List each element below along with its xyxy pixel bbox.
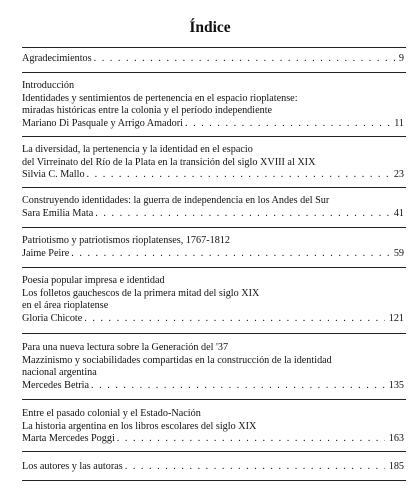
toc-entry: [22, 408, 406, 446]
entry-line: La historia argentina en los libros escolares del siglo XIX: [22, 420, 257, 432]
toc-entry: [22, 80, 406, 130]
leader-dots: [125, 461, 385, 474]
rule: [22, 136, 406, 137]
page-number: 135: [388, 379, 404, 391]
entry-line: Entre el pasado colonial y el Estado-Nación: [22, 408, 201, 419]
entry-line: Poesía popular impresa e identidad: [22, 275, 165, 286]
entry-author: Sara Emilia Mata: [22, 207, 94, 219]
page-number: 9: [398, 53, 404, 64]
toc-entry: [22, 144, 406, 182]
entry-line: La diversidad, la pertenencia y la identidad en el espacio: [22, 144, 253, 155]
entry-line: Los folletos gauchescos de la primera mitad del siglo XIX: [22, 287, 260, 299]
leader-dots: [87, 169, 390, 182]
page-number: 185: [388, 461, 404, 472]
page-number: 41: [393, 207, 404, 219]
leader-dots: [117, 433, 385, 446]
page-number: 11: [394, 117, 404, 129]
entry-author: Mariano Di Pasquale y Arrigo Amadori: [22, 117, 183, 129]
toc-entry: [22, 342, 406, 392]
entry-line: Patriotismo y patriotismos rioplatenses, 1767-1812: [22, 235, 230, 246]
entry-line: del Virreinato del Río de la Plata en la transición del siglo XVIII al XIX: [22, 156, 316, 168]
leader-dots: [94, 53, 395, 66]
toc-entry: [22, 235, 406, 260]
rule: [22, 72, 406, 73]
rule: [22, 187, 406, 188]
entry-line: Introducción: [22, 80, 75, 91]
entry-line: en el área rioplatense: [22, 300, 109, 311]
entry-author: Silvia C. Mallo: [22, 169, 85, 180]
toc-entry: [22, 461, 406, 474]
leader-dots: [185, 118, 390, 131]
rule: [22, 267, 406, 268]
page-number: 23: [393, 169, 404, 180]
leader-dots: [84, 313, 384, 326]
entry-line: miradas históricas entre la colonia y el período independiente: [22, 105, 273, 116]
leader-dots: [71, 248, 390, 261]
toc-entry: [22, 275, 406, 325]
entry-line: nacional argentina: [22, 367, 97, 378]
entry-line: Construyendo identidades: la guerra de independencia en los Andes del Sur: [22, 195, 330, 206]
rule: [22, 451, 406, 452]
entry-line: Identidades y sentimientos de pertenencia en el espacio rioplatense:: [22, 92, 298, 104]
rule: [22, 47, 406, 48]
rule: [22, 480, 406, 481]
leader-dots: [95, 208, 390, 221]
toc-entry: [22, 53, 406, 66]
page-number: 59: [393, 247, 404, 259]
rule: [22, 399, 406, 400]
page-number: 163: [388, 433, 404, 444]
entry-author: Mercedes Betria: [22, 379, 90, 391]
entry-line: Para una nueva lectura sobre la Generación del '37: [22, 342, 229, 353]
rule: [22, 333, 406, 334]
entry-author: Jaime Peire: [22, 247, 70, 259]
leader-dots: [91, 380, 385, 393]
entry-title: Los autores y las autoras: [22, 461, 123, 472]
toc-entry: [22, 195, 406, 220]
entry-author: Marta Mercedes Poggi: [22, 433, 115, 444]
rule: [22, 227, 406, 228]
entry-line: Mazzinismo y sociabilidades compartidas en la construcción de la identidad: [22, 354, 332, 366]
page-title: Índice: [189, 19, 231, 36]
page-number: 121: [388, 312, 404, 324]
entry-author: Gloria Chicote: [22, 312, 83, 324]
entry-title: Agradecimientos: [22, 53, 92, 64]
